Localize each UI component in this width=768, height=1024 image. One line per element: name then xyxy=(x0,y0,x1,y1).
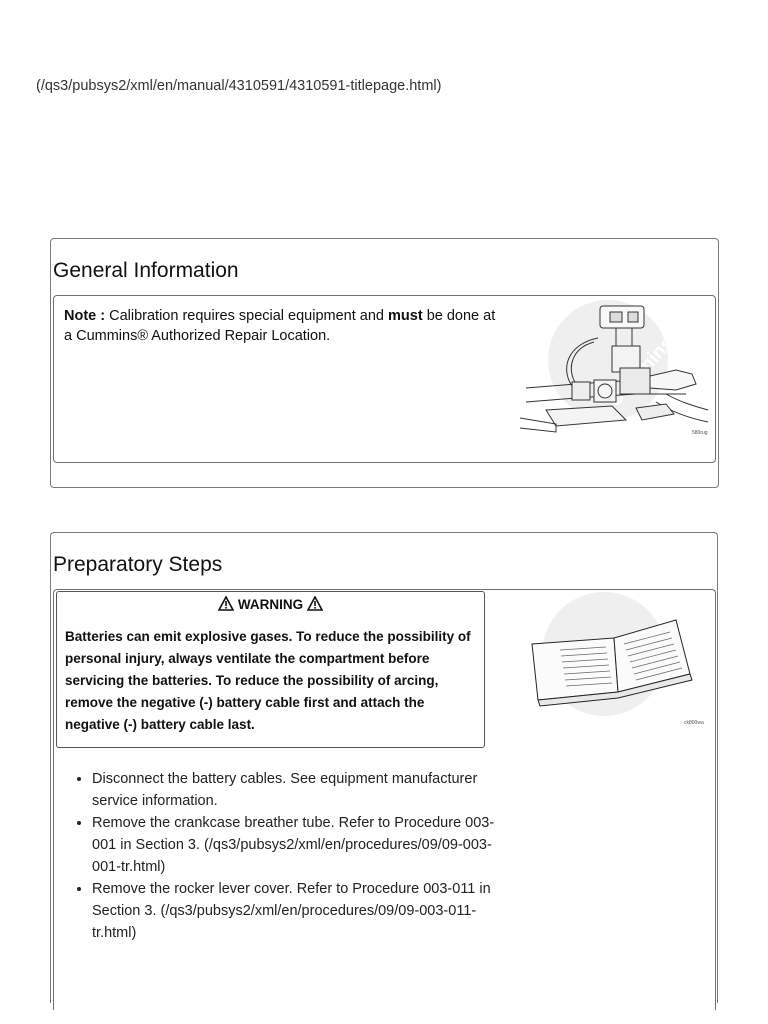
note-label: Note : xyxy=(64,308,106,324)
book-drawing xyxy=(516,592,712,728)
general-information-title: General Information xyxy=(53,259,239,282)
list-item: • Remove the rocker lever cover. Refer to Procedure 003-011 in Section 3. (/qs3/pubsys2/xml/en/procedures/09/09-003-011-tr.html) xyxy=(92,878,512,944)
list-item: • Disconnect the battery cables. See equipment manufacturer service information. xyxy=(92,768,512,812)
list-item: • Remove the crankcase breather tube. Refer to Procedure 003-001 in Section 3. (/qs3/pubsys2/xml/en/procedures/09/09-003-001-tr.html) xyxy=(92,812,512,878)
engine-calibration-illustration xyxy=(516,298,712,438)
note-text-part-2: be done at a Cummins® Authorized Repair Location. xyxy=(64,308,496,344)
preparatory-steps-list xyxy=(74,768,512,944)
general-information-section xyxy=(50,238,719,488)
warning-header xyxy=(57,596,484,614)
figure-code-general: 580rug xyxy=(692,430,708,436)
engine-calibration-drawing xyxy=(516,298,712,438)
warning-box xyxy=(56,591,485,748)
warning-triangle-icon xyxy=(307,596,323,614)
service-manual-book-illustration xyxy=(516,592,712,728)
note-text-part-1: Calibration requires special equipment and xyxy=(105,308,389,324)
note-must: must xyxy=(388,308,423,324)
note-text xyxy=(64,306,504,346)
figure-code-preparatory: ck800wa xyxy=(684,720,704,726)
preparatory-steps-panel xyxy=(53,589,716,1010)
note-panel xyxy=(53,295,716,463)
titlepage-link[interactable]: (/qs3/pubsys2/xml/en/manual/4310591/4310591-titlepage.html) xyxy=(36,78,442,94)
warning-text: Batteries can emit explosive gases. To reduce the possibility of personal injury, always ventilate the compartment before servicing the batteries. To reduce the possibility of arcing, remove the negative (-) battery cable first and attach the negative (-) battery cable last. xyxy=(65,629,471,732)
warning-triangle-icon xyxy=(218,596,234,614)
preparatory-steps-section xyxy=(50,532,718,1003)
preparatory-steps-title: Preparatory Steps xyxy=(53,553,223,576)
warning-title: WARNING xyxy=(237,597,304,612)
